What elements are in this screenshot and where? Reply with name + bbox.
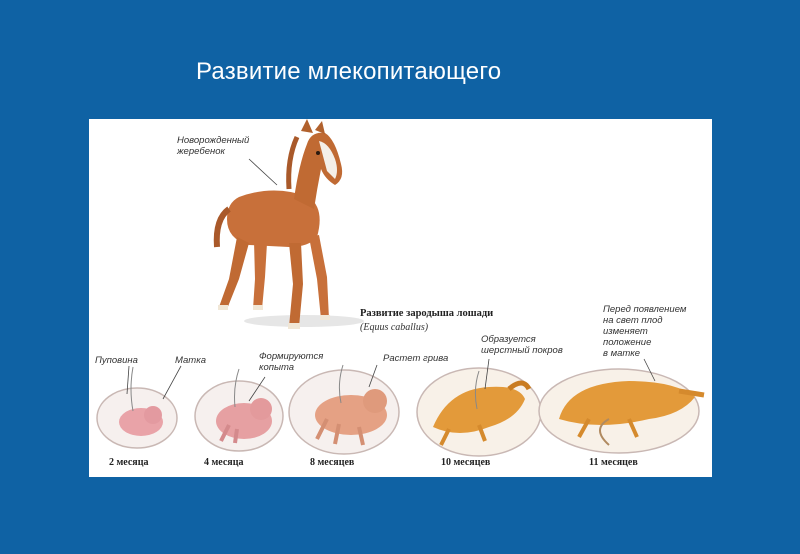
- newborn-label-line-2: жеребенок: [177, 146, 226, 157]
- embryo-4-months: [195, 369, 283, 451]
- birth-label: [603, 304, 686, 359]
- newborn-pointer-line: [249, 159, 277, 185]
- stage-caption-10-months: 10 месяцев: [441, 457, 491, 468]
- uterus-label: Матка: [175, 355, 206, 366]
- umbilical-label: Пуповина: [95, 355, 138, 366]
- fur-label-line-1: Образуется: [481, 334, 536, 345]
- birth-label-line-3: изменяет: [603, 326, 648, 337]
- embryo-heading: Развитие зародыша лошади: [360, 308, 494, 319]
- newborn-label: [177, 135, 249, 157]
- fur-label-line-2: шерстный покров: [481, 345, 563, 356]
- embryo-2-months: [97, 367, 177, 448]
- embryo-8-months: [289, 365, 399, 454]
- stage-caption-8-months: 8 месяцев: [310, 457, 355, 468]
- latin-name: (Equus caballus): [360, 322, 429, 333]
- mane-label: Растет грива: [383, 353, 449, 364]
- stage-caption-2-months: 2 месяца: [109, 457, 149, 468]
- slide-title: Развитие млекопитающего: [196, 58, 502, 85]
- horse-development-figure: [89, 119, 712, 477]
- embryo-10-months: [417, 368, 541, 456]
- hooves-label-line-2: копыта: [259, 362, 295, 373]
- figure-illustration: [89, 119, 712, 477]
- birth-label-line-2: на свет плод: [603, 315, 663, 326]
- birth-label-line-5: в матке: [603, 348, 641, 359]
- embryo-11-months: [539, 359, 704, 453]
- fur-label: [481, 334, 563, 356]
- stage-caption-11-months: 11 месяцев: [589, 457, 638, 468]
- hooves-label-line-1: Формируются: [259, 351, 324, 362]
- birth-label-line-1: Перед появлением: [603, 304, 687, 315]
- stage-caption-4-months: 4 месяца: [204, 457, 244, 468]
- newborn-label-line-1: Новорожденный: [177, 135, 250, 146]
- birth-label-line-4: положение: [603, 337, 652, 348]
- hooves-label: [259, 351, 323, 373]
